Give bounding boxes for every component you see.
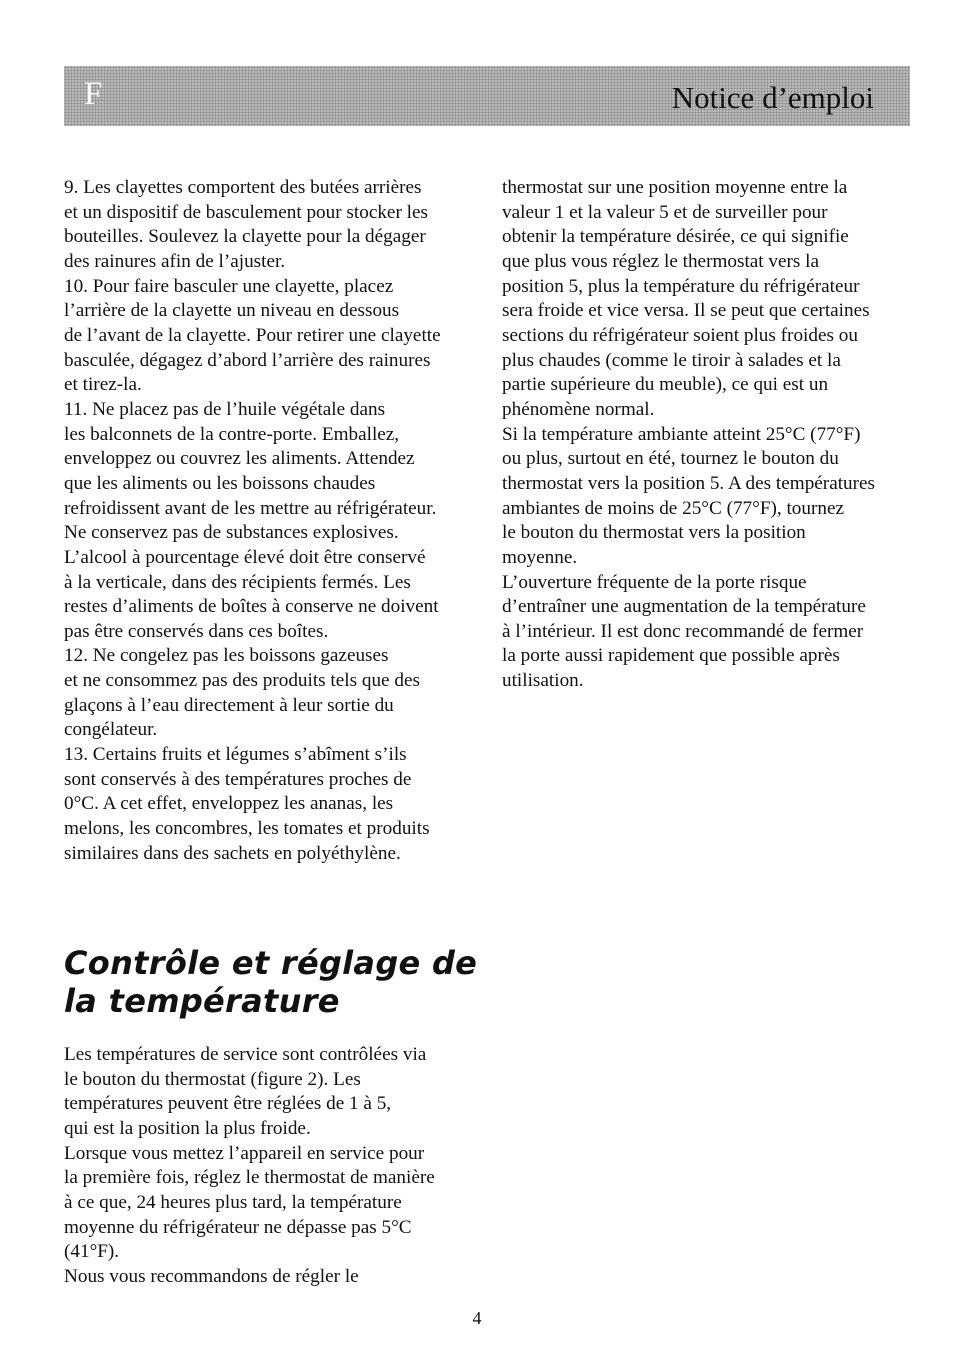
text-line: partie supérieure du meuble), ce qui est un	[502, 374, 829, 396]
text-line: ou plus, surtout en été, tournez le bouton du	[502, 448, 839, 470]
text-line: la porte aussi rapidement que possible après	[502, 645, 840, 667]
text-line: qui est la position la plus froide.	[64, 1117, 311, 1139]
text-line: utilisation.	[502, 670, 584, 692]
text-line: à ce que, 24 heures plus tard, la température	[64, 1191, 402, 1213]
text-line: pas être conservés dans ces boîtes.	[64, 620, 329, 642]
text-line: glaçons à l’eau directement à leur sortie du	[64, 694, 394, 716]
section-heading-line: Contrôle et réglage de	[64, 944, 478, 982]
text-line: enveloppez ou couvrez les aliments. Attendez	[64, 448, 415, 470]
text-line: congélateur.	[64, 719, 158, 741]
text-line: sera froide et vice versa. Il se peut que certaines	[502, 300, 870, 322]
text-line: basculée, dégagez d’abord l’arrière des rainures	[64, 349, 431, 371]
text-line: valeur 1 et la valeur 5 et de surveiller pour	[502, 201, 828, 223]
section-heading-line: la température	[64, 982, 340, 1020]
section-body	[64, 1043, 484, 1290]
text-line: L’ouverture fréquente de la porte risque	[502, 571, 807, 593]
text-line: 12. Ne congelez pas les boissons gazeuses	[64, 645, 389, 667]
text-line: plus chaudes (comme le tiroir à salades et la	[502, 349, 841, 371]
text-line: à l’intérieur. Il est donc recommandé de fermer	[502, 620, 864, 642]
text-line: d’entraîner une augmentation de la température	[502, 596, 866, 618]
text-line: Lorsque vous mettez l’appareil en service pour	[64, 1142, 425, 1164]
text-line: melons, les concombres, les tomates et produits	[64, 818, 430, 840]
text-line: 0°C. A cet effet, enveloppez les ananas, les	[64, 793, 394, 815]
header-title: Notice d’emploi	[671, 80, 874, 115]
text-line: phénomène normal.	[502, 398, 655, 420]
text-line: la première fois, réglez le thermostat de manière	[64, 1167, 435, 1189]
text-line: que plus vous réglez le thermostat vers la	[502, 250, 820, 272]
language-letter: F	[84, 76, 103, 112]
text-line: Nous vous recommandons de régler le	[64, 1265, 359, 1287]
text-line: le bouton du thermostat vers la position	[502, 522, 806, 544]
text-line: et un dispositif de basculement pour stocker les	[64, 201, 428, 223]
header-bar	[64, 66, 910, 126]
text-line: (41°F).	[64, 1241, 120, 1263]
text-line: moyenne.	[502, 546, 578, 568]
text-line: 10. Pour faire basculer une clayette, placez	[64, 275, 394, 297]
text-line: thermostat sur une position moyenne entre la	[502, 177, 848, 198]
text-line: l’arrière de la clayette un niveau en dessous	[64, 300, 400, 322]
text-line: Si la température ambiante atteint 25°C (77°F)	[502, 423, 861, 445]
text-line: et ne consommez pas des produits tels que des	[64, 670, 420, 692]
text-line: températures peuvent être réglées de 1 à 5,	[64, 1093, 392, 1115]
text-line: et tirez-la.	[64, 374, 142, 396]
text-line: thermostat vers la position 5. A des températures	[502, 472, 876, 494]
text-line: position 5, plus la température du réfrigérateur	[502, 275, 860, 297]
text-line: 13. Certains fruits et légumes s’abîment s’ils	[64, 744, 407, 766]
text-line: obtenir la température désirée, ce qui signifie	[502, 226, 849, 248]
text-line: les balconnets de la contre-porte. Emballez,	[64, 423, 400, 445]
right-column	[502, 176, 922, 694]
text-line: de l’avant de la clayette. Pour retirer une clayette	[64, 324, 441, 346]
text-line: bouteilles. Soulevez la clayette pour la dégager	[64, 226, 426, 248]
text-line: que les aliments ou les boissons chaudes	[64, 472, 376, 494]
text-line: ambiantes de moins de 25°C (77°F), tournez	[502, 497, 845, 519]
text-line: à la verticale, dans des récipients fermés. Les	[64, 571, 411, 593]
text-line: refroidissent avant de les mettre au réfrigérateur.	[64, 497, 437, 519]
text-line: des rainures afin de l’ajuster.	[64, 250, 286, 272]
section-heading	[64, 944, 494, 1020]
text-line: similaires dans des sachets en polyéthylène.	[64, 842, 401, 864]
text-line: moyenne du réfrigérateur ne dépasse pas 5°C	[64, 1216, 412, 1238]
text-line: sections du réfrigérateur soient plus froides ou	[502, 324, 858, 346]
page-number: 4	[472, 1308, 482, 1328]
text-line: sont conservés à des températures proches de	[64, 768, 412, 790]
text-line: Ne conservez pas de substances explosives.	[64, 522, 399, 544]
text-line: restes d’aliments de boîtes à conserve ne doivent	[64, 596, 439, 618]
text-line: L’alcool à pourcentage élevé doit être conservé	[64, 546, 426, 568]
text-line: 11. Ne placez pas de l’huile végétale dans	[64, 398, 386, 420]
text-line: 9. Les clayettes comportent des butées arrières	[64, 177, 422, 198]
text-line: le bouton du thermostat (figure 2). Les	[64, 1068, 361, 1090]
left-column	[64, 176, 484, 866]
text-line: Les températures de service sont contrôlées via	[64, 1044, 427, 1065]
